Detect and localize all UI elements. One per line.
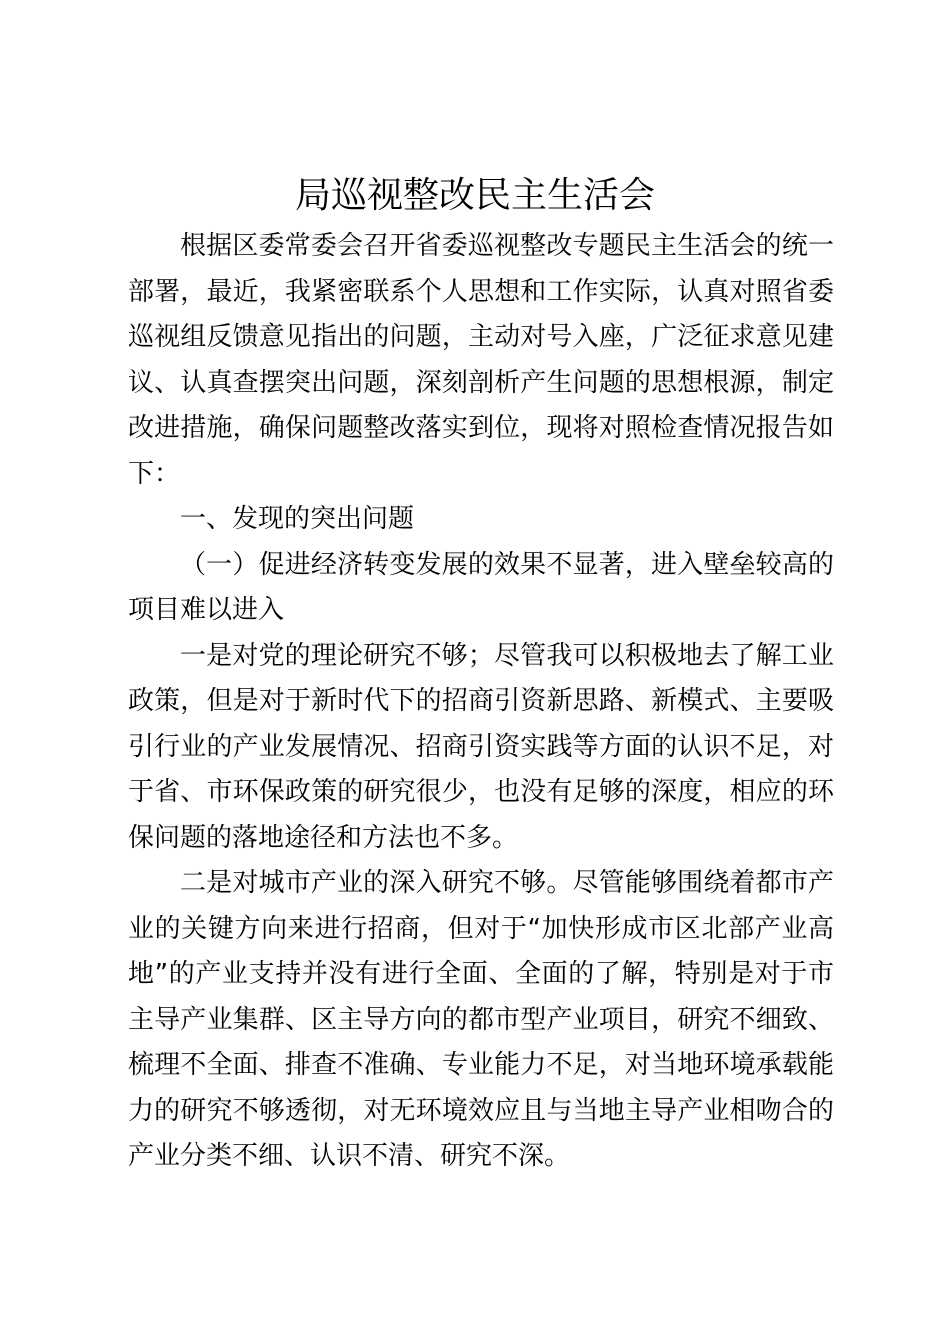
paragraph-intro: 根据区委常委会召开省委巡视整改专题民主生活会的统一部署，最近，我紧密联系个人思想和工作实际，认真对照省委巡视组反馈意见指出的问题，主动对号入座，广泛征求意见建议、认真查摆突出问题，深刻剖析产生问题的思想根源，制定改进措施，确保问题整改落实到位，现将对照检查情况报告如下：: [128, 231, 834, 489]
paragraph-point-two: 二是对城市产业的深入研究不够。尽管能够围绕着都市产业的关键方向来进行招商，但对于“加快形成市区北部产业高地”的产业支持并没有进行全面、全面的了解，特别是对于市主导产业集群、区主导方向的都市型产业项目，研究不细致、梳理不全面、排查不准确、专业能力不足，对当地环境承载能力的研究不够透彻，对无环境效应且与当地主导产业相吻合的产业分类不细、认识不清、研究不深。: [128, 868, 834, 1171]
paragraph-point-one: 一是对党的理论研究不够；尽管我可以积极地去了解工业政策，但是对于新时代下的招商引资新思路、新模式、主要吸引行业的产业发展情况、招商引资实践等方面的认识不足，对于省、市环保政策的研究很少，也没有足够的深度，相应的环保问题的落地途径和方法也不多。: [128, 640, 834, 853]
document-title: 局巡视整改民主生活会: [294, 175, 655, 216]
section-heading: 一、发现的突出问题: [180, 504, 415, 534]
subsection-heading: （一）促进经济转变发展的效果不显著，进入壁垒较高的项目难以进入: [128, 549, 834, 625]
document-body: [128, 224, 834, 1180]
